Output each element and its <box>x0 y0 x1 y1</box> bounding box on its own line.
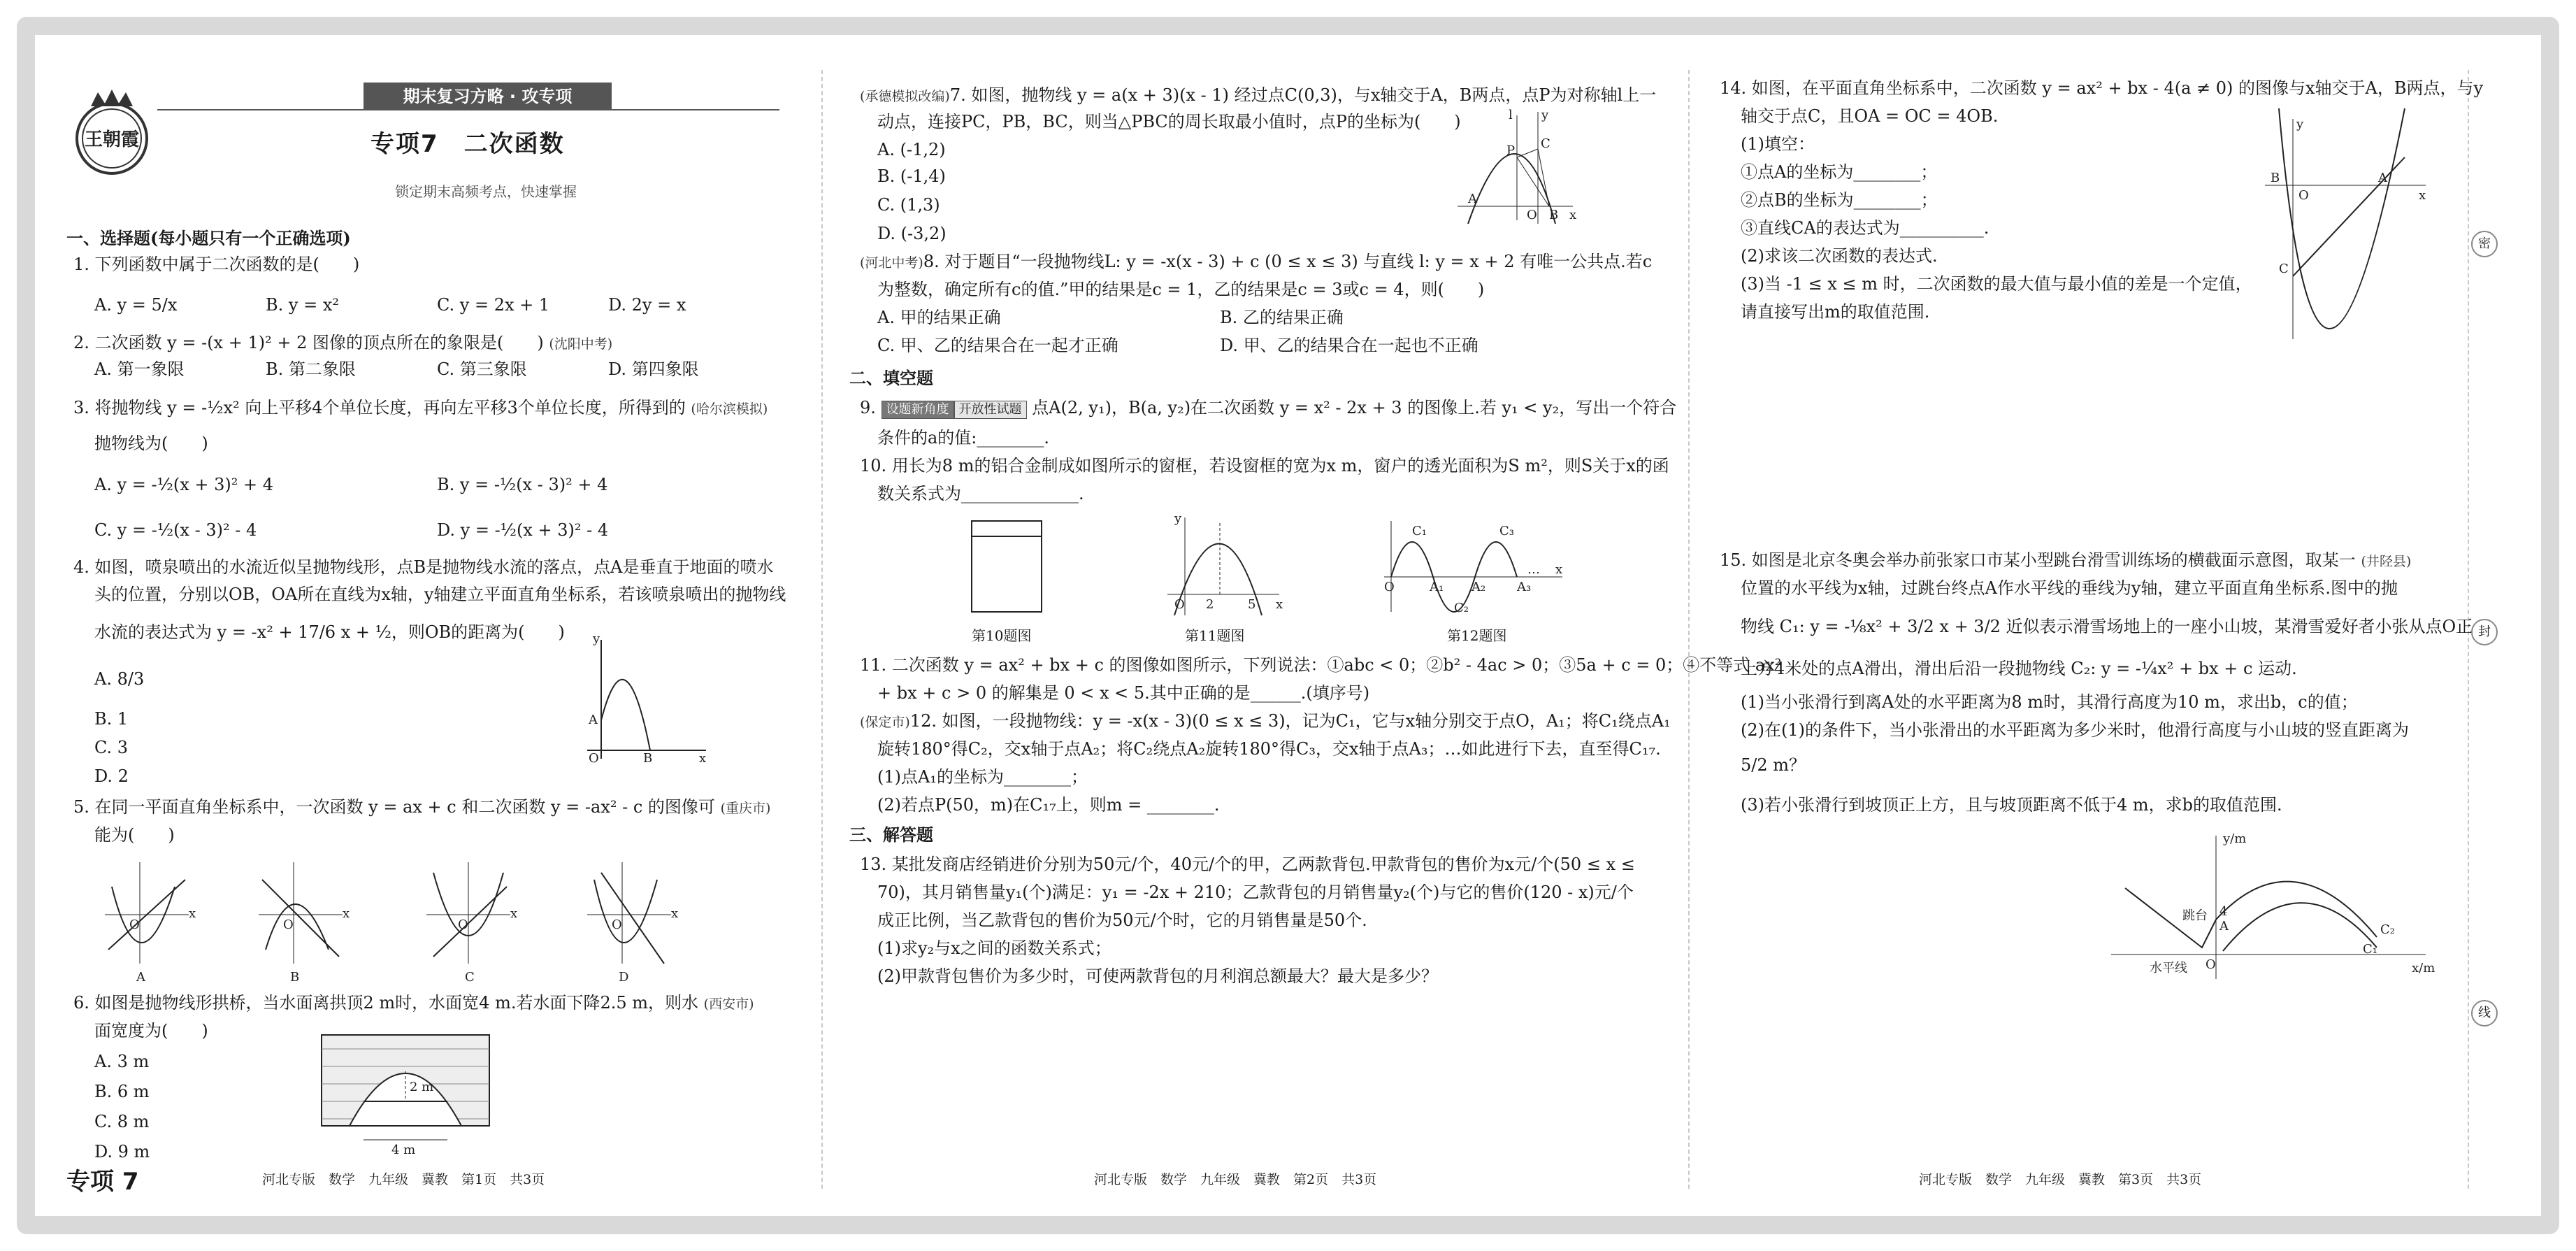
question-13: 13. 某批发商店经销进价分别为50元/个，40元/个的甲，乙两款背包.甲款背包的售价为x元/个(50 ≤ x ≤ <box>860 855 1635 874</box>
question-5-line2: 能为( ) <box>94 825 175 845</box>
option: B. (-1,4) <box>877 166 946 186</box>
binding-mark: 密 <box>2471 231 2498 257</box>
figure-q5-options <box>98 859 713 985</box>
q5-label: A <box>136 970 145 985</box>
svg-text:B: B <box>2271 171 2280 185</box>
option: C. 第三象限 <box>437 359 527 379</box>
logo-text: 王朝霞 <box>84 129 140 150</box>
option: B. 第二象限 <box>266 359 356 379</box>
option: A. 8/3 <box>94 669 145 689</box>
svg-text:x: x <box>2419 188 2426 203</box>
question-4-line3: 水流的表达式为 y = -x² + 17/6 x + ½，则OB的距离为( ) <box>94 622 565 642</box>
svg-text:x: x <box>1569 208 1577 222</box>
option: C. 8 m <box>94 1112 150 1131</box>
question-14-line3: (1)填空： <box>1741 134 1815 154</box>
q6-fig-height: 2 m <box>410 1080 434 1094</box>
question-12-line3: (1)点A₁的坐标为________； <box>877 767 1088 787</box>
svg-text:C₂: C₂ <box>1454 601 1469 615</box>
question-15-line4: 上方4米处的点A滑出，滑出后沿一段抛物线 C₂: y = -¼x² + bx + c 运动. <box>1741 659 2297 678</box>
question-12-line4: (2)若点P(50，m)在C₁₇上，则m = ________. <box>877 795 1220 815</box>
svg-text:4: 4 <box>2219 904 2228 919</box>
svg-text:A: A <box>1468 192 1477 206</box>
page-footer: 河北专版 数学 九年级 冀教 第3页 共3页 <box>1919 1172 2202 1187</box>
publisher-logo <box>70 84 154 182</box>
option: B. 乙的结果正确 <box>1220 308 1344 327</box>
svg-text:O: O <box>1384 580 1395 594</box>
figure-caption: 第10题图 <box>972 627 1032 644</box>
q5-graph-a <box>105 862 196 964</box>
question-14-line6: ③直线CA的表达式为__________. <box>1741 218 1989 238</box>
question-8-line2: 为整数，确定所有c的值.”甲的结果是c = 1，乙的结果是c = 3或c = 4，则( ) <box>877 280 1485 299</box>
question-3-line2: 抛物线为( ) <box>94 434 208 453</box>
option: A. y = -½(x + 3)² + 4 <box>94 475 274 494</box>
option: B. 6 m <box>94 1082 150 1101</box>
svg-text:2: 2 <box>1206 597 1214 612</box>
binding-mark: 线 <box>2471 1000 2498 1027</box>
question-15: 15. 如图是北京冬奥会举办前张家口市某小型跳台滑雪训练场的横截面示意图，取某一 (井陉县) <box>1720 550 2412 570</box>
option: A. 3 m <box>94 1052 150 1071</box>
section-heading: 二、填空题 <box>849 368 933 388</box>
question-7-line2: 动点，连接PC，PB，BC，则当△PBC的周长取最小值时，点P的坐标为( ) <box>877 112 1461 131</box>
q5-graph-d <box>587 862 678 964</box>
fig15-platform-label: 跳台 <box>2182 908 2208 923</box>
option: D. 9 m <box>94 1142 150 1161</box>
question-14-line7: (2)求该二次函数的表达式. <box>1741 246 1938 266</box>
svg-text:x: x <box>1555 562 1563 577</box>
svg-text:O: O <box>283 917 294 932</box>
q5-label: D <box>619 970 629 985</box>
svg-text:O: O <box>2206 957 2216 972</box>
option: D. y = -½(x + 3)² - 4 <box>437 520 609 540</box>
option: D. 甲、乙的结果合在一起也不正确 <box>1220 336 1478 355</box>
svg-text:C₁: C₁ <box>1412 524 1427 538</box>
question-6: 6. 如图是抛物线形拱桥，当水面离拱顶2 m时，水面宽4 m.若水面下降2.5 m，则水 (西安市) <box>73 993 754 1013</box>
page-footer: 河北专版 数学 九年级 冀教 第2页 共3页 <box>1094 1172 1377 1187</box>
figure-caption: 第11题图 <box>1185 627 1245 644</box>
question-source: (保定市) <box>860 715 910 730</box>
fig15-horizontal-label: 水平线 <box>2150 961 2187 975</box>
fig15-x-label: x/m <box>2412 961 2435 975</box>
question-13-line4: (1)求y₂与x之间的函数关系式； <box>877 938 1111 958</box>
svg-text:C₁: C₁ <box>2363 942 2377 957</box>
figure-q6-bridge <box>322 1035 496 1157</box>
question-source: (哈尔滨模拟) <box>691 401 768 417</box>
question-10-line2: 数关系式为______________. <box>877 484 1084 503</box>
question-15-line7: 5/2 m？ <box>1741 755 1806 775</box>
page-footer: 河北专版 数学 九年级 冀教 第1页 共3页 <box>262 1172 545 1187</box>
svg-text:O: O <box>129 917 140 932</box>
question-10: 10. 用长为8 m的铝合金制成如图所示的窗框，若设窗框的宽为x m，窗户的透光面积为S m²，则S关于x的函 <box>860 456 1669 476</box>
page-title: 专项7 二次函数 <box>370 130 565 158</box>
option: D. (-3,2) <box>877 224 947 243</box>
option: C. 3 <box>94 738 129 757</box>
question-source: (河北中考) <box>860 255 923 271</box>
question-15-line8: (3)若小张滑行到坡顶正上方，且与坡顶距离不低于4 m，求b的取值范围. <box>1741 795 2282 815</box>
svg-text:y: y <box>1541 108 1549 122</box>
question-13-line5: (2)甲款背包售价为多少时，可使两款背包的月利润总额最大？最大是多少？ <box>877 966 1438 986</box>
question-4-line2: 头的位置，分别以OB，OA所在直线为x轴，y轴建立平面直角坐标系，若该喷泉喷出的抛物线 <box>94 585 786 604</box>
svg-text:y: y <box>2296 117 2304 131</box>
svg-text:O: O <box>1527 208 1537 222</box>
svg-text:C: C <box>1541 136 1550 151</box>
svg-text:A₁: A₁ <box>1430 580 1444 594</box>
svg-text:y: y <box>593 631 600 646</box>
question-source: (沈阳中考) <box>549 336 613 352</box>
svg-text:O: O <box>589 751 599 766</box>
question-15-line3: 物线 C₁: y = -⅛x² + 3/2 x + 3/2 近似表示滑雪场地上的一座小山坡，某滑雪爱好者小张从点O正 <box>1741 617 2473 636</box>
svg-text:C₂: C₂ <box>2380 922 2395 937</box>
figure-q15-ski-slope <box>2111 829 2433 986</box>
question-14-line8: (3)当 -1 ≤ x ≤ m 时，二次函数的最大值与最小值的差是一个定值， <box>1741 274 2252 294</box>
svg-text:A: A <box>2219 919 2229 934</box>
option: A. y = 5/x <box>94 295 178 315</box>
svg-text:x: x <box>699 751 707 766</box>
option: C. 甲、乙的结果合在一起才正确 <box>877 336 1118 355</box>
option: A. 甲的结果正确 <box>877 308 1001 327</box>
question-2: 2. 二次函数 y = -(x + 1)² + 2 图像的顶点所在的象限是( ) (沈阳中考) <box>73 333 613 352</box>
question-15-line6: (2)在(1)的条件下，当小张滑出的水平距离为多少米时，他滑行高度与小山坡的竖直距离为 <box>1741 720 2409 740</box>
svg-text:x: x <box>671 906 679 921</box>
svg-text:B: B <box>643 751 653 766</box>
svg-text:l: l <box>1509 108 1513 122</box>
option: C. y = -½(x - 3)² - 4 <box>94 520 257 540</box>
option: B. 1 <box>94 709 129 729</box>
option: A. 第一象限 <box>94 359 185 379</box>
question-14-line5: ②点B的坐标为________； <box>1741 190 1938 210</box>
svg-text:A: A <box>589 713 598 727</box>
option: B. y = -½(x - 3)² + 4 <box>437 475 608 494</box>
question-13-line3: 成正比例，当乙款背包的售价为50元/个时，它的月销售量是50个. <box>877 910 1367 930</box>
question-11: 11. 二次函数 y = ax² + bx + c 的图像如图所示，下列说法：①abc < 0；②b² - 4ac > 0；③5a + c = 0；④不等式 ax² <box>860 655 1782 675</box>
svg-text:C: C <box>2279 262 2289 276</box>
figure-q12-graph <box>1384 521 1566 619</box>
question-6-line2: 面宽度为( ) <box>94 1021 208 1041</box>
option: A. (-1,2) <box>877 140 946 159</box>
column-divider <box>1688 70 1690 1189</box>
q5-label: C <box>465 970 475 985</box>
question-14-line2: 轴交于点C，且OA = OC = 4OB. <box>1741 106 1999 126</box>
question-15-line2: 位置的水平线为x轴，过跳台终点A作水平线的垂线为y轴，建立平面直角坐标系.图中的抛 <box>1741 578 2398 598</box>
question-13-line2: 70)，其月销售量y₁(个)满足：y₁ = -2x + 210；乙款背包的月销售量y₂(个)与它的售价(120 - x)元/个 <box>877 882 1634 902</box>
section-heading: 三、解答题 <box>849 824 933 845</box>
option: B. y = x² <box>266 295 339 315</box>
figure-caption: 第12题图 <box>1447 627 1507 644</box>
svg-text:A: A <box>2378 171 2387 185</box>
option: C. y = 2x + 1 <box>437 295 550 315</box>
svg-text:A₃: A₃ <box>1517 580 1532 594</box>
figure-q11-graph <box>1164 511 1283 619</box>
question-source: (重庆市) <box>720 801 771 816</box>
svg-text:x: x <box>1276 597 1283 612</box>
figure-q7 <box>1454 108 1580 227</box>
svg-text:A₂: A₂ <box>1472 580 1486 594</box>
question-11-line2: + bx + c > 0 的解集是 0 < x < 5.其中正确的是______.(填序号) <box>877 683 1370 703</box>
question-14-line4: ①点A的坐标为________； <box>1741 162 1938 182</box>
svg-text:x: x <box>343 906 350 921</box>
figure-q14 <box>2265 115 2433 346</box>
svg-text:x: x <box>510 906 518 921</box>
question-source: (井陉县) <box>2361 554 2412 569</box>
option: D. 2y = x <box>608 295 686 315</box>
svg-text:B: B <box>1549 208 1559 222</box>
fig15-y-label: y/m <box>2223 831 2247 846</box>
question-14: 14. 如图，在平面直角坐标系中，二次函数 y = ax² + bx - 4(a ≠ 0) 的图像与x轴交于A，B两点，与y <box>1720 78 2484 98</box>
svg-text:…: … <box>1527 562 1540 577</box>
question-tag: 设题新角度 <box>882 401 954 419</box>
option: D. 第四象限 <box>608 359 699 379</box>
question-5: 5. 在同一平面直角坐标系中，一次函数 y = ax + c 和二次函数 y = -ax² - c 的图像可 (重庆市) <box>73 797 771 817</box>
question-12-line2: 旋转180°得C₂，交x轴于点A₂；将C₂绕点A₂旋转180°得C₃，交x轴于点A₃；…如此进行下去，直至得C₁₇. <box>877 739 1661 759</box>
question-14-line9: 请直接写出m的取值范围. <box>1741 302 1930 322</box>
question-12: (保定市)12. 如图，一段抛物线：y = -x(x - 3)(0 ≤ x ≤ 3)，记为C₁，它与x轴分别交于点O，A₁；将C₁绕点A₁ <box>860 711 1671 731</box>
question-source: (西安市) <box>703 996 754 1012</box>
question-1: 1. 下列函数中属于二次函数的是( ) <box>73 255 360 274</box>
svg-text:O: O <box>2298 188 2309 203</box>
svg-text:y: y <box>1174 511 1182 526</box>
section-heading: 一、选择题(每小题只有一个正确选项) <box>66 228 351 248</box>
option: C. (1,3) <box>877 195 940 215</box>
figure-q4-fountain <box>573 633 713 766</box>
option: D. 2 <box>94 766 129 786</box>
question-source: (承德模拟改编) <box>860 89 950 104</box>
question-9-line2: 条件的a的值:________. <box>877 428 1050 448</box>
svg-text:P: P <box>1506 143 1516 158</box>
page-subtitle: 锁定期末高频考点，快速掌握 <box>395 183 577 200</box>
q5-label: B <box>290 970 300 985</box>
svg-text:O: O <box>612 917 622 932</box>
svg-text:O: O <box>1174 597 1185 612</box>
question-9: 9. 设题新角度 开放性试题 点A(2, y₁)，B(a, y₂)在二次函数 y = x² - 2x + 3 的图像上.若 y₁ < y₂，写出一个符合 <box>860 398 1677 417</box>
binding-mark: 封 <box>2471 619 2498 645</box>
q5-graph-c <box>426 862 517 964</box>
svg-text:C₃: C₃ <box>1499 524 1514 538</box>
svg-text:O: O <box>458 917 468 932</box>
question-4: 4. 如图，喷泉喷出的水流近似呈抛物线形，点B是抛物线水流的落点，点A是垂直于地面的喷水 <box>73 557 774 577</box>
question-3: 3. 将抛物线 y = -½x² 向上平移4个单位长度，再向左平移3个单位长度，所得到的 (哈尔滨模拟) <box>73 398 768 417</box>
svg-text:5: 5 <box>1248 597 1256 612</box>
question-tag: 开放性试题 <box>954 401 1027 419</box>
question-8: (河北中考)8. 对于题目“一段抛物线L: y = -x(x - 3) + c (0 ≤ x ≤ 3) 与直线 l: y = x + 2 有唯一公共点.若c <box>860 252 1653 271</box>
special-topic-label: 专项 7 <box>66 1168 139 1196</box>
q6-fig-width: 4 m <box>391 1143 416 1157</box>
question-7: (承德模拟改编)7. 如图，抛物线 y = a(x + 3)(x - 1) 经过点C(0,3)，与x轴交于A，B两点，点P为对称轴l上一 <box>860 85 1657 105</box>
question-15-line5: (1)当小张滑行到离A处的水平距离为8 m时，其滑行高度为10 m，求出b，c的值； <box>1741 692 2358 712</box>
header-banner: 期末复习方略 · 攻专项 <box>364 83 612 110</box>
q5-graph-b <box>259 862 350 964</box>
svg-text:x: x <box>189 906 196 921</box>
figure-q10-window <box>972 521 1049 619</box>
column-divider <box>821 70 823 1189</box>
